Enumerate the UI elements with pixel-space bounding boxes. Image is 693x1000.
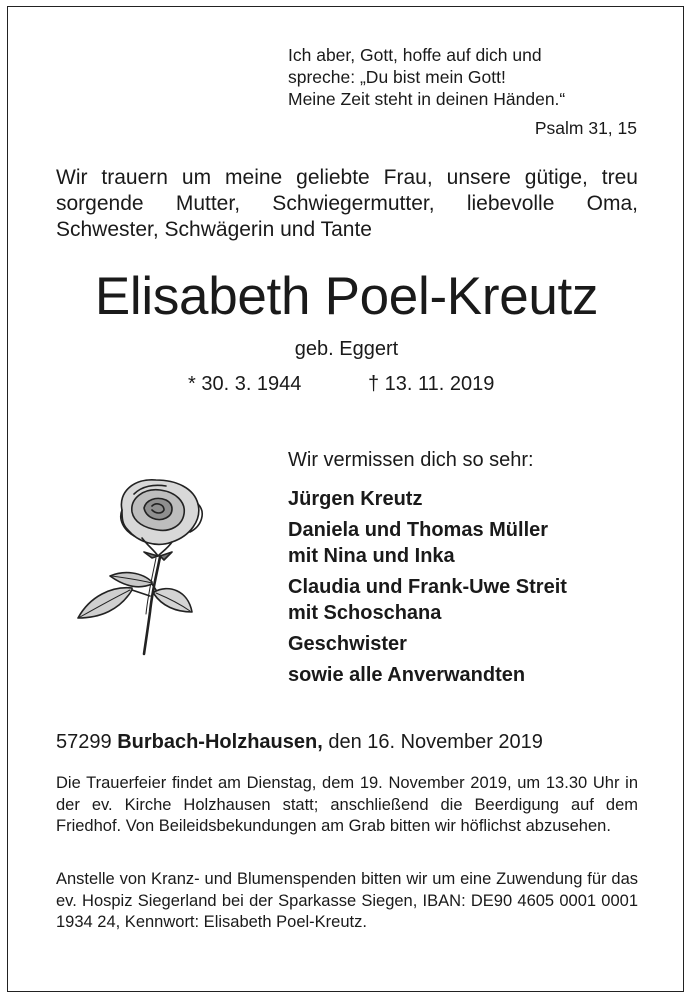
death-date: † 13. 11. 2019 <box>368 373 495 395</box>
mourner-line: Claudia und Frank-Uwe Streit <box>288 576 567 598</box>
mourner-line: Daniela und Thomas Müller <box>288 519 549 541</box>
birth-name: geb. Eggert <box>294 338 399 360</box>
mourners-list <box>288 486 648 693</box>
mourner-group <box>288 574 648 626</box>
deceased-name: Elisabeth Poel-Kreutz <box>94 267 599 326</box>
psalm-quote <box>288 44 628 110</box>
quote-reference: Psalm 31, 15 <box>534 118 637 138</box>
postcode: 57299 <box>56 731 112 753</box>
quote-line: spreche: „Du bist mein Gott! <box>288 67 506 87</box>
quote-line: Ich aber, Gott, hoffe auf dich und <box>288 45 542 65</box>
mourner-line: sowie alle Anverwandten <box>288 664 526 686</box>
mourner-group <box>288 662 648 688</box>
quote-line: Meine Zeit steht in deinen Händen.“ <box>288 89 566 109</box>
mourner-line: Geschwister <box>288 633 407 655</box>
town: Burbach-Holzhausen, <box>117 731 323 753</box>
mourner-line: mit Nina und Inka <box>288 545 455 567</box>
mourner-line: Jürgen Kreutz <box>288 488 423 510</box>
notice-date: den 16. November 2019 <box>328 731 543 753</box>
place-and-date <box>56 731 656 754</box>
mourning-intro: Wir trauern um meine geliebte Frau, unsere gütige, treu sorgende Mutter, Schwiegermutter, liebevolle Oma, Schwester, Schwägerin und Tante <box>56 166 638 241</box>
mourner-group <box>288 631 648 657</box>
mourner-line: mit Schoschana <box>288 602 442 624</box>
mourner-group <box>288 486 648 512</box>
rose-illustration <box>72 472 217 657</box>
mourner-group <box>288 517 648 569</box>
donation-info: Anstelle von Kranz- und Blumenspenden bitten wir um eine Zuwendung für das ev. Hospiz Siegerland bei der Sparkasse Siegen, IBAN: DE90 4605 0001 0001 1934 24, Kennwort: Elisabeth Poel-Kreutz. <box>56 870 638 931</box>
birth-date: * 30. 3. 1944 <box>188 373 302 395</box>
funeral-info: Die Trauerfeier findet am Dienstag, dem 19. November 2019, um 13.30 Uhr in der ev. Kirche Holzhausen statt; anschließend die Beerdigung auf dem Friedhof. Von Beileidsbekundungen am Grab bitten wir höflichst abzusehen. <box>56 774 638 835</box>
mourners-heading: Wir vermissen dich so sehr: <box>288 449 534 471</box>
